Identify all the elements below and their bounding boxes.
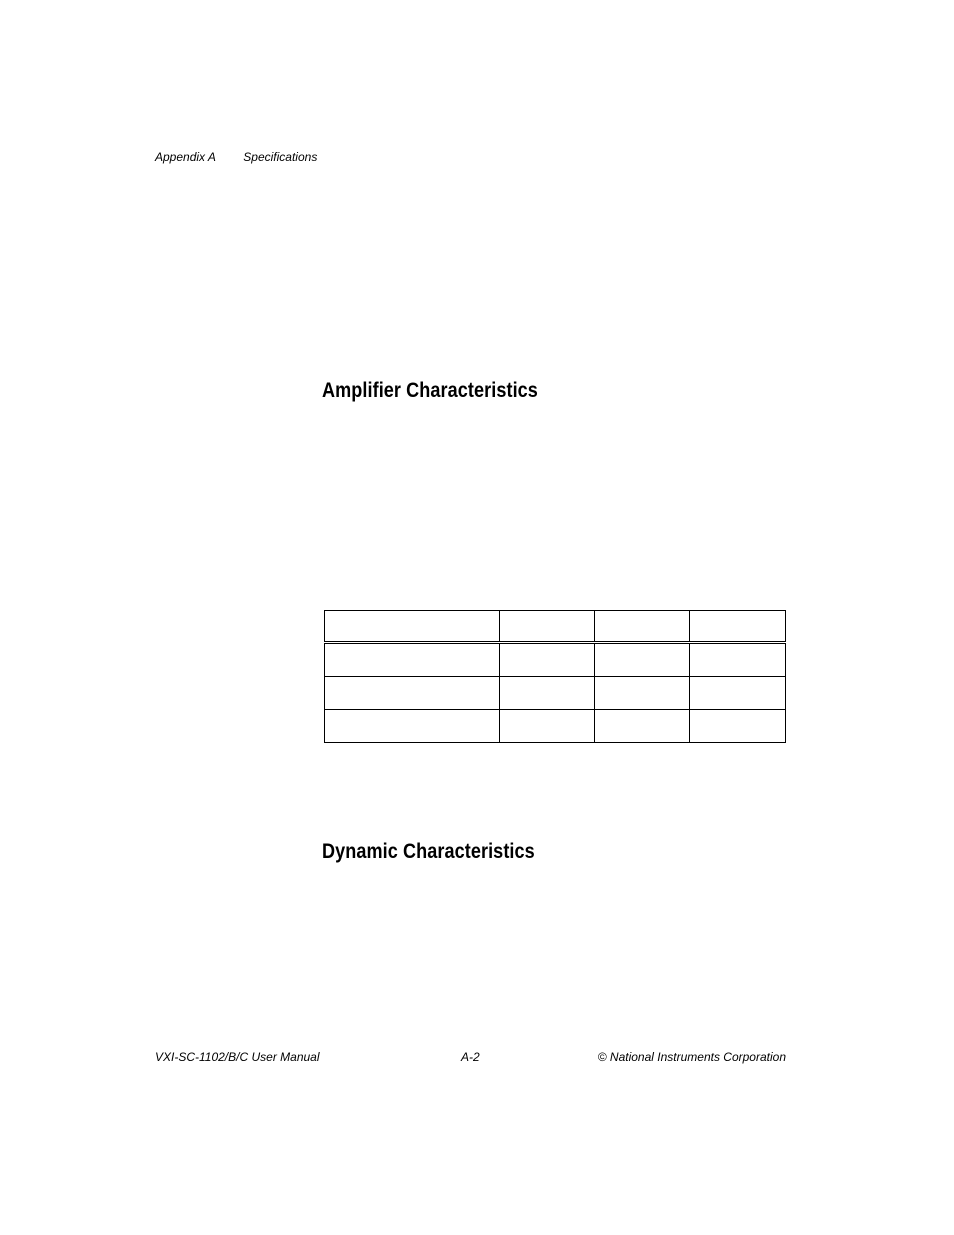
footer-copyright: © National Instruments Corporation bbox=[597, 1050, 786, 1064]
table-cell bbox=[325, 643, 500, 677]
table-cell bbox=[325, 710, 500, 743]
running-head-section: Specifications bbox=[243, 150, 318, 164]
table-cell bbox=[499, 611, 595, 643]
table-cell bbox=[690, 643, 786, 677]
footer-page-number: A-2 bbox=[461, 1050, 480, 1064]
footer-manual-title: VXI-SC-1102/B/C User Manual bbox=[155, 1050, 320, 1064]
table-row bbox=[325, 677, 786, 710]
table-header-row bbox=[325, 611, 786, 643]
table-cell bbox=[595, 677, 690, 710]
table-cell bbox=[595, 643, 690, 677]
amplifier-characteristics-heading: Amplifier Characteristics bbox=[322, 379, 538, 402]
table-cell bbox=[690, 611, 786, 643]
amplifier-spec-table bbox=[324, 610, 786, 743]
table-cell bbox=[595, 710, 690, 743]
table-cell bbox=[690, 710, 786, 743]
table-cell bbox=[690, 677, 786, 710]
table-cell bbox=[595, 611, 690, 643]
running-head bbox=[155, 150, 317, 164]
table-row bbox=[325, 643, 786, 677]
table-cell bbox=[499, 643, 595, 677]
table-row bbox=[325, 710, 786, 743]
table-cell bbox=[325, 611, 500, 643]
table-cell bbox=[325, 677, 500, 710]
table-cell bbox=[499, 677, 595, 710]
table-cell bbox=[499, 710, 595, 743]
dynamic-characteristics-heading: Dynamic Characteristics bbox=[322, 840, 535, 863]
running-head-chapter: Appendix A bbox=[155, 150, 216, 164]
